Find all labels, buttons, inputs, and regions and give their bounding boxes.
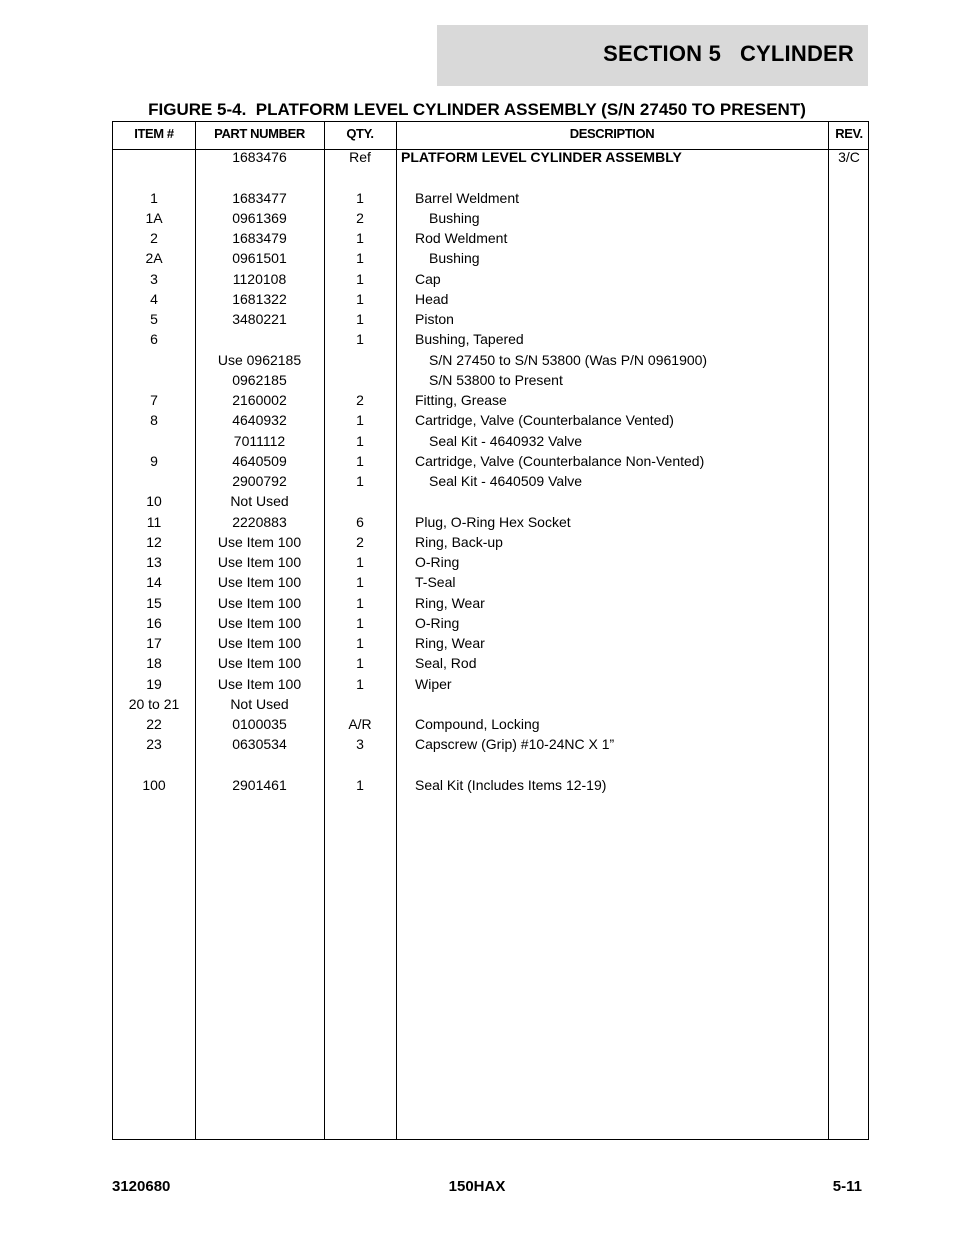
item-cell: 1A bbox=[145, 209, 163, 226]
qty-cell: 1 bbox=[356, 311, 364, 327]
table-row bbox=[113, 453, 868, 473]
part-number-cell: 1683477 bbox=[232, 189, 287, 206]
table-row bbox=[113, 736, 868, 756]
qty-cell: 1 bbox=[356, 230, 364, 246]
item-cell: 7 bbox=[150, 392, 158, 408]
qty-cell: 1 bbox=[356, 189, 364, 206]
part-number-cell: 3480221 bbox=[232, 311, 287, 327]
qty-cell: 1 bbox=[356, 554, 364, 570]
table-row bbox=[113, 676, 868, 696]
part-number-cell: 1683479 bbox=[232, 230, 287, 246]
part-number-cell: 1683476 bbox=[232, 149, 287, 165]
item-cell: 2A bbox=[145, 250, 163, 267]
header-rev: REV. bbox=[835, 126, 863, 141]
description-cell: PLATFORM LEVEL CYLINDER ASSEMBLY bbox=[401, 149, 682, 165]
item-cell: 15 bbox=[146, 594, 162, 611]
description-cell: Seal Kit - 4640509 Valve bbox=[429, 473, 583, 489]
parts-table bbox=[112, 121, 869, 1140]
qty-cell: 1 bbox=[356, 776, 364, 793]
item-cell: 17 bbox=[146, 635, 162, 651]
table-row bbox=[113, 696, 868, 716]
qty-cell: 1 bbox=[356, 574, 364, 591]
part-number-cell: 2160002 bbox=[232, 392, 287, 408]
qty-cell: 1 bbox=[356, 412, 364, 429]
description-cell: S/N 27450 to S/N 53800 (Was P/N 0961900) bbox=[429, 351, 708, 368]
part-number-cell: 0630534 bbox=[232, 736, 287, 753]
description-cell: S/N 53800 to Present bbox=[429, 371, 563, 388]
part-number-cell: 0962185 bbox=[232, 371, 287, 388]
table-row bbox=[113, 635, 868, 655]
qty-cell: 1 bbox=[356, 250, 364, 267]
footer-page-number: 5-11 bbox=[832, 1178, 862, 1195]
table-row bbox=[113, 433, 868, 453]
description-cell: Barrel Weldment bbox=[415, 189, 520, 206]
table-row bbox=[113, 372, 868, 392]
description-cell: Capscrew (Grip) #10-24NC X 1” bbox=[415, 736, 615, 753]
description-cell: Seal, Rod bbox=[415, 655, 477, 672]
item-cell: 22 bbox=[146, 716, 162, 732]
qty-cell: 1 bbox=[356, 290, 364, 307]
item-cell: 4 bbox=[150, 290, 158, 307]
description-cell: Head bbox=[415, 290, 449, 307]
table-row bbox=[113, 311, 868, 331]
rev-cell: 3/C bbox=[838, 149, 860, 165]
table-row bbox=[113, 250, 868, 270]
description-cell: Ring, Wear bbox=[415, 635, 485, 651]
part-number-cell: Not Used bbox=[230, 695, 289, 712]
qty-cell: 1 bbox=[356, 655, 364, 672]
table-row bbox=[113, 210, 868, 230]
part-number-cell: 4640509 bbox=[232, 452, 287, 469]
item-cell: 2 bbox=[150, 230, 158, 246]
table-row bbox=[113, 514, 868, 534]
qty-cell: Ref bbox=[349, 149, 371, 165]
part-number-cell: 0100035 bbox=[232, 716, 287, 732]
table-row bbox=[113, 595, 868, 615]
table-row bbox=[113, 757, 868, 777]
item-cell: 1 bbox=[150, 189, 158, 206]
description-cell: O-Ring bbox=[415, 614, 460, 631]
part-number-cell: Not Used bbox=[230, 493, 289, 510]
description-cell: Bushing bbox=[429, 209, 480, 226]
footer-model: 150HAX bbox=[448, 1178, 506, 1195]
qty-cell: 1 bbox=[356, 614, 364, 631]
description-cell: O-Ring bbox=[415, 554, 460, 570]
part-number-cell: 7011112 bbox=[233, 432, 286, 449]
description-cell: Piston bbox=[415, 311, 454, 327]
item-cell: 6 bbox=[150, 331, 158, 348]
qty-cell: 2 bbox=[356, 392, 364, 408]
table-row bbox=[113, 655, 868, 675]
table-row bbox=[113, 777, 868, 797]
table-row bbox=[113, 493, 868, 513]
table-row bbox=[113, 291, 868, 311]
qty-cell: 6 bbox=[356, 513, 364, 530]
header-description: DESCRIPTION bbox=[569, 126, 655, 141]
qty-cell: 1 bbox=[356, 473, 364, 489]
header-part-number: PART NUMBER bbox=[214, 126, 305, 141]
item-cell: 12 bbox=[146, 533, 162, 550]
table-row bbox=[113, 473, 868, 493]
item-cell: 16 bbox=[146, 614, 162, 631]
table-row bbox=[113, 554, 868, 574]
part-number-cell: 1120108 bbox=[232, 270, 287, 287]
item-cell: 9 bbox=[150, 452, 158, 469]
table-row bbox=[113, 190, 868, 210]
description-cell: Cap bbox=[415, 270, 441, 287]
table-row bbox=[113, 412, 868, 432]
part-number-cell: Use Item 100 bbox=[217, 594, 302, 611]
part-number-cell: Use Item 100 bbox=[217, 614, 302, 631]
table-row bbox=[113, 271, 868, 291]
description-cell: Ring, Back-up bbox=[415, 533, 503, 550]
part-number-cell: 2220883 bbox=[232, 513, 287, 530]
item-cell: 5 bbox=[150, 311, 158, 327]
table-row bbox=[113, 230, 868, 250]
qty-cell: A/R bbox=[348, 716, 372, 732]
qty-cell: 2 bbox=[356, 209, 364, 226]
description-cell: Bushing bbox=[429, 250, 480, 267]
figure-title: FIGURE 5-4. PLATFORM LEVEL CYLINDER ASSEMBLY (S/N 27450 TO PRESENT) bbox=[148, 100, 806, 119]
table-row bbox=[113, 534, 868, 554]
item-cell: 3 bbox=[150, 270, 158, 287]
qty-cell: 1 bbox=[356, 331, 364, 348]
description-cell: Seal Kit (Includes Items 12-19) bbox=[415, 776, 607, 793]
item-cell: 13 bbox=[146, 554, 162, 570]
part-number-cell: Use Item 100 bbox=[217, 554, 302, 570]
item-cell: 20 to 21 bbox=[128, 695, 180, 712]
description-cell: Wiper bbox=[415, 675, 452, 692]
part-number-cell: Use 0962185 bbox=[217, 351, 302, 368]
item-cell: 11 bbox=[146, 513, 162, 530]
item-cell: 8 bbox=[150, 412, 158, 429]
qty-cell: 2 bbox=[356, 533, 364, 550]
item-cell: 19 bbox=[146, 675, 162, 692]
part-number-cell: 4640932 bbox=[232, 412, 287, 429]
item-cell: 10 bbox=[146, 493, 162, 510]
table-row bbox=[113, 392, 868, 412]
qty-cell: 1 bbox=[356, 270, 364, 287]
part-number-cell: 2901461 bbox=[232, 776, 287, 793]
description-cell: Bushing, Tapered bbox=[415, 331, 524, 348]
part-number-cell: Use Item 100 bbox=[217, 635, 302, 651]
table-row bbox=[113, 331, 868, 351]
description-cell: Rod Weldment bbox=[415, 230, 508, 246]
qty-cell: 1 bbox=[356, 675, 364, 692]
description-cell: Ring, Wear bbox=[415, 594, 485, 611]
part-number-cell: Use Item 100 bbox=[217, 675, 302, 692]
header-qty: QTY. bbox=[346, 126, 374, 141]
item-cell: 23 bbox=[146, 736, 162, 753]
section-title: SECTION 5 CYLINDER bbox=[603, 41, 854, 66]
qty-cell: 1 bbox=[356, 452, 364, 469]
table-row bbox=[113, 615, 868, 635]
part-number-cell: Use Item 100 bbox=[217, 655, 302, 672]
part-number-cell: Use Item 100 bbox=[217, 574, 302, 591]
table-row bbox=[113, 716, 868, 736]
qty-cell: 1 bbox=[356, 432, 364, 449]
footer-doc-number: 3120680 bbox=[112, 1178, 171, 1195]
table-row bbox=[113, 352, 868, 372]
qty-cell: 1 bbox=[356, 635, 364, 651]
table-body bbox=[113, 149, 868, 797]
part-number-cell: 1681322 bbox=[232, 290, 287, 307]
table-row bbox=[113, 149, 868, 169]
description-cell: Compound, Locking bbox=[415, 716, 540, 732]
table-row bbox=[113, 574, 868, 594]
part-number-cell: Use Item 100 bbox=[217, 533, 302, 550]
qty-cell: 3 bbox=[356, 736, 364, 753]
description-cell: Seal Kit - 4640932 Valve bbox=[429, 432, 583, 449]
item-cell: 18 bbox=[146, 655, 162, 672]
description-cell: Plug, O-Ring Hex Socket bbox=[415, 513, 571, 530]
description-cell: T-Seal bbox=[415, 574, 456, 591]
item-cell: 100 bbox=[142, 776, 166, 793]
description-cell: Cartridge, Valve (Counterbalance Vented) bbox=[415, 412, 674, 429]
part-number-cell: 2900792 bbox=[232, 473, 287, 489]
part-number-cell: 0961501 bbox=[232, 250, 287, 267]
qty-cell: 1 bbox=[356, 594, 364, 611]
description-cell: Fitting, Grease bbox=[415, 392, 507, 408]
description-cell: Cartridge, Valve (Counterbalance Non-Vented) bbox=[415, 452, 705, 469]
part-number-cell: 0961369 bbox=[232, 209, 287, 226]
table-row bbox=[113, 169, 868, 189]
header-item: ITEM # bbox=[134, 126, 174, 141]
item-cell: 14 bbox=[146, 574, 162, 591]
section-header-box bbox=[437, 25, 868, 86]
